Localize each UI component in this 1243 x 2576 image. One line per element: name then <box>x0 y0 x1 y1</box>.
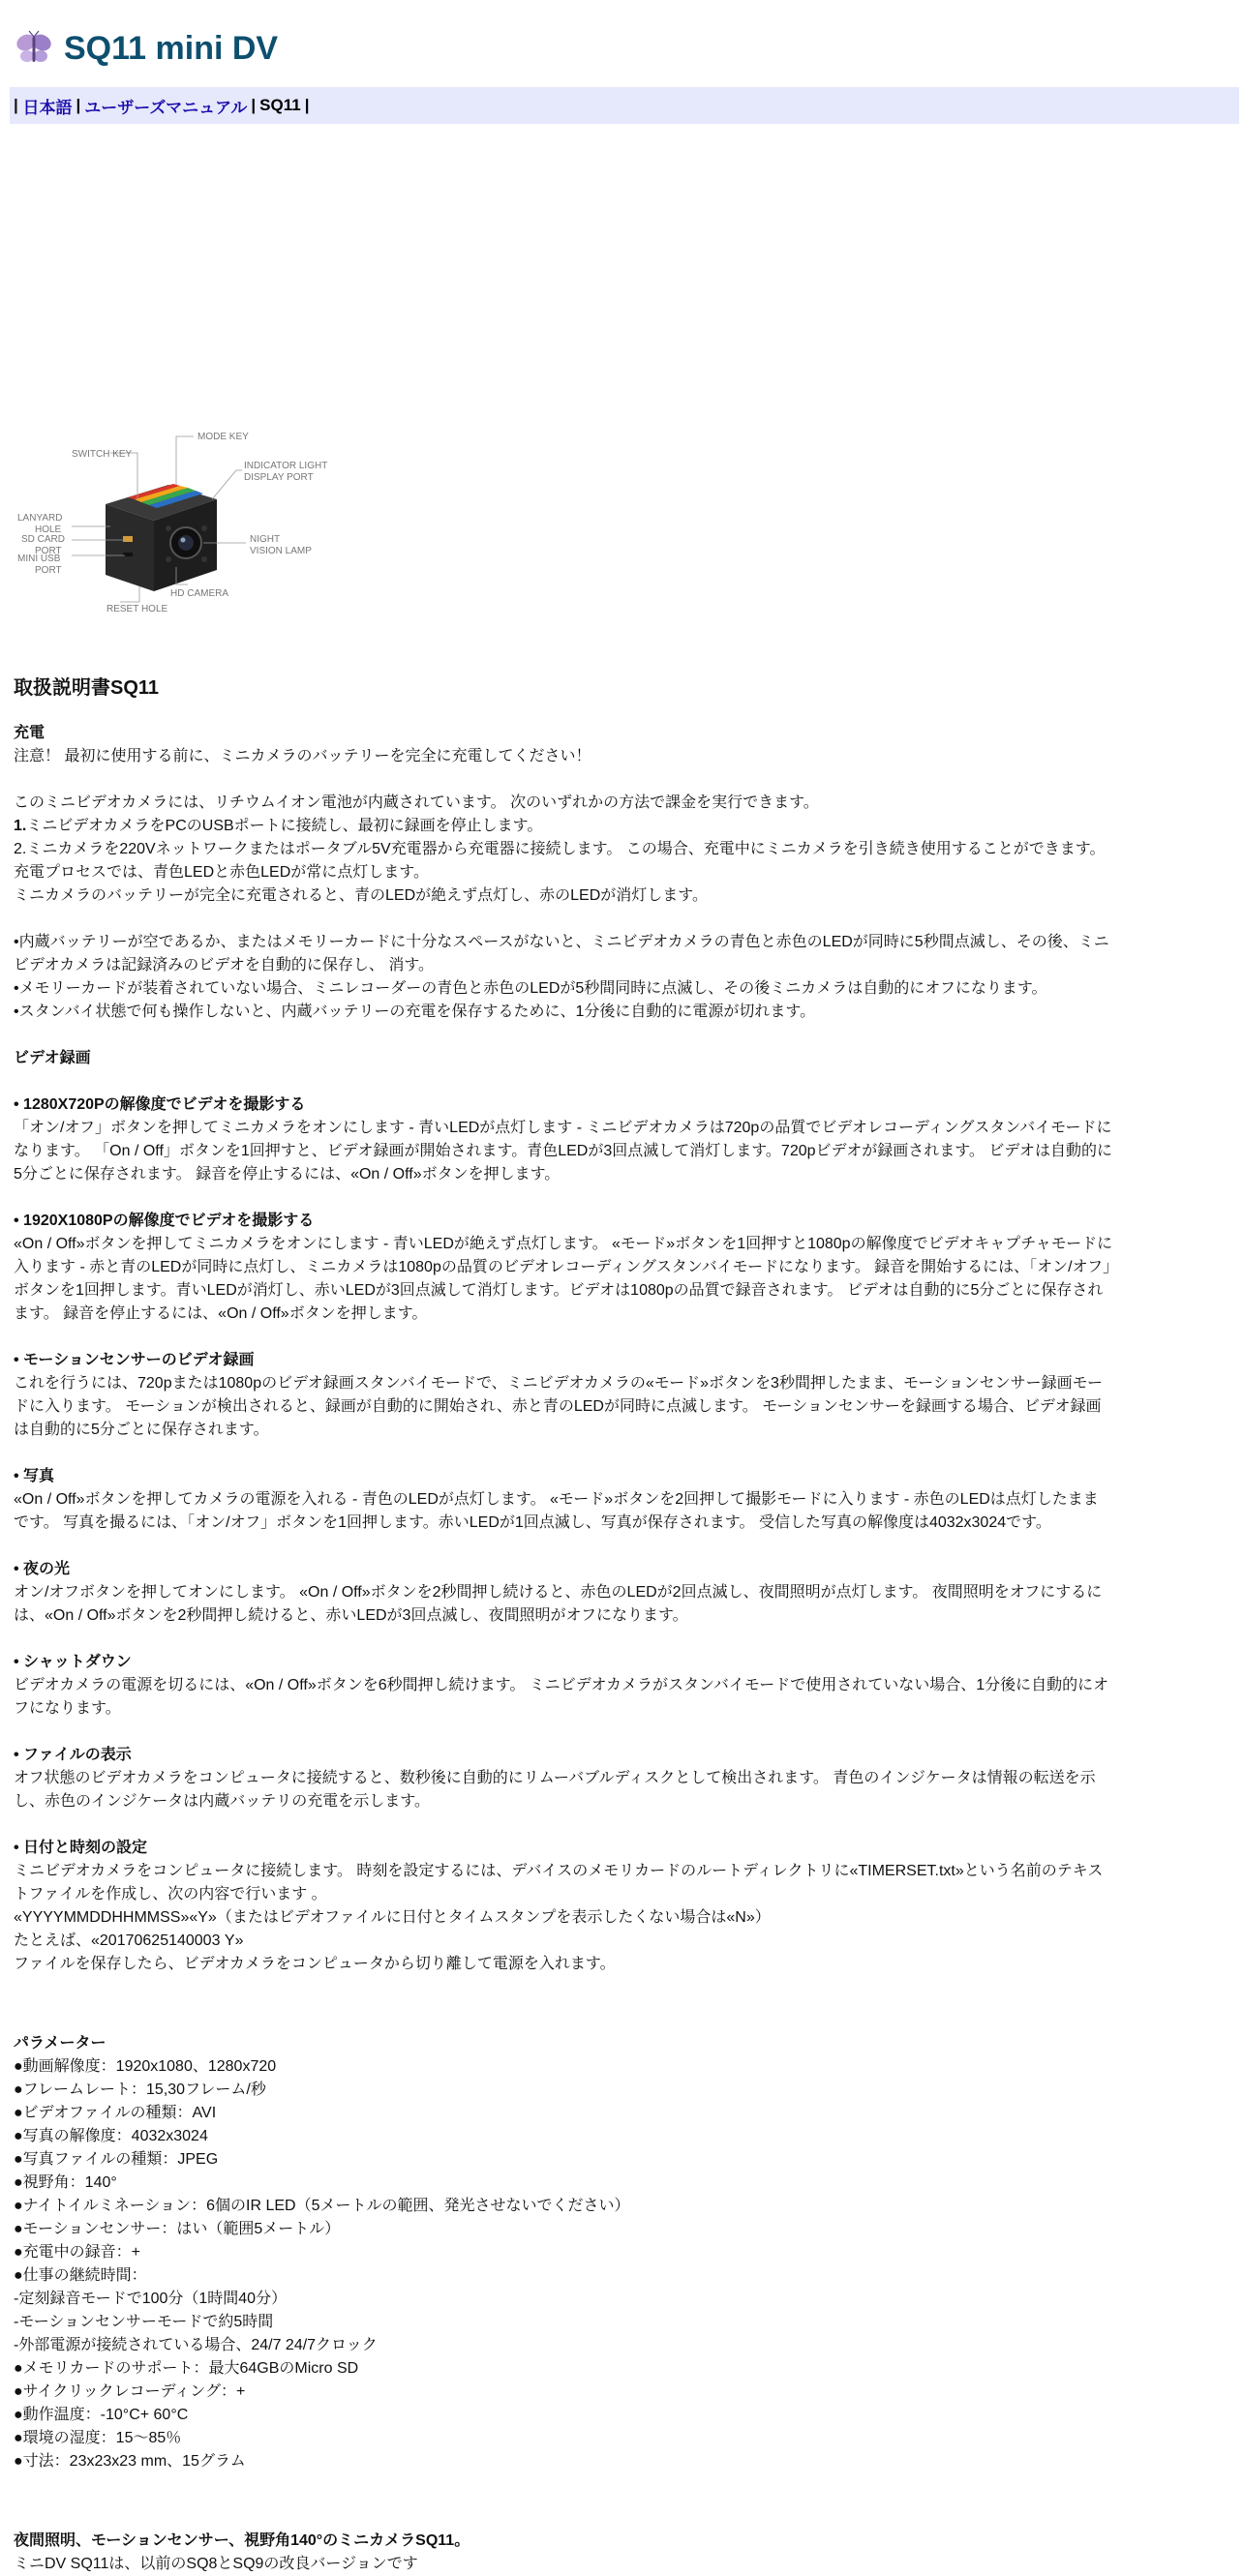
diagram-label: SD CARD <box>21 534 66 545</box>
section-body: ミニDV SQ11は、以前のSQ8とSQ9の改良バージョンです <box>14 2556 418 2572</box>
section-body: «YYYYMMDDHHMMSS»«Y»（またはビデオファイルに日付とタイムスタンプを表示したくない場合は«N»） <box>14 1909 771 1926</box>
night-section <box>14 1558 1113 1628</box>
section-body: 「オン/オフ」ボタンを押してミニカメラをオンにします - 青いLEDが点灯します - ミニビデオカメラは720pの品質でビデオレコーディングスタンバイモードになります。 「On / Off」ボタンを1回押すと、ビデオ録画が開始されます。青色LEDが3回点滅して消灯します。720pビデオが録画されます。 ビデオは自動的に5分ごとに保存されます。 録音を停止するには、«On / Off»ボタンを押します。 <box>14 1120 1113 1183</box>
section-heading: • モーションセンサーのビデオ録画 <box>14 1352 255 1368</box>
breadcrumb-separator: | <box>14 96 18 114</box>
section-body: これを行うには、720pまたは1080pのビデオ録画スタンバイモードで、ミニビデオカメラの«モード»ボタンを3秒間押したまま、モーションセンサー録画モードに入ります。 モーションが検出されると、録画が自動的に開始され、赤と青のLEDが同時に点滅します。 モーションセンサーを録画する場合、ビデオ録画は自動的に5分ごとに保存されます。 <box>14 1375 1104 1438</box>
section-heading: パラメーター <box>14 2035 106 2052</box>
parameter-item: ●環境の湿度：15〜85％ <box>14 2430 182 2446</box>
note-item: •スタンバイ状態で何も操作しないと、内蔵バッテリーの充電を保存するために、1分後に自動的に電源が切れます。 <box>14 1003 816 1020</box>
step-number: 1. <box>14 818 27 834</box>
diagram-label: INDICATOR LIGHT <box>244 461 328 471</box>
video-heading-block <box>14 1047 1113 1070</box>
breadcrumb-separator: | <box>304 96 310 114</box>
diagram-label: NIGHT <box>250 534 281 545</box>
battery-section <box>14 792 1113 908</box>
files-section <box>14 1744 1113 1813</box>
site-title[interactable]: SQ11 mini DV <box>64 29 279 67</box>
note-item: •内蔵バッテリーが空であるか、またはメモリーカードに十分なスペースがないと、ミニビデオカメラの青色と赤色のLEDが同時に5秒間点滅し、その後、ミニビデオカメラは記録済みのビデオを自動的に保存し、 消す。 <box>14 934 1109 973</box>
parameter-item: ●仕事の継続時間： <box>14 2267 147 2284</box>
diagram-label: HOLE <box>35 524 62 535</box>
breadcrumb-separator: | <box>251 96 257 114</box>
section-body: ファイルを保存したら、ビデオカメラをコンピュータから切り離して電源を入れます。 <box>14 1956 616 1972</box>
parameter-item: ●ナイトイルミネーション：6個のIR LED（5メートルの範囲、発光させないでください） <box>14 2198 630 2214</box>
section-body: ビデオカメラの電源を切るには、«On / Off»ボタンを6秒間押し続けます。 ミニビデオカメラがスタンバイモードで使用されていない場合、1分後に自動的にオフになります。 <box>14 1677 1109 1717</box>
butterfly-logo-icon[interactable] <box>14 29 54 68</box>
section-heading: ビデオ録画 <box>14 1050 91 1066</box>
section-heading: • 写真 <box>14 1468 55 1484</box>
breadcrumb-current: SQ11 <box>259 96 301 114</box>
charge-warning: 注意！ 最初に使用する前に、ミニカメラのバッテリーを完全に充電してください！ <box>14 748 591 764</box>
parameter-item: ●写真ファイルの種類：JPEG <box>14 2151 219 2168</box>
section-body: オフ状態のビデオカメラをコンピュータに接続すると、数秒後に自動的にリムーバブルディスクとして検出されます。 青色のインジケータは情報の転送を示し、赤色のインジケータは内蔵バッテリの充電を示します。 <box>14 1770 1096 1810</box>
breadcrumb-link-language[interactable]: 日本語 <box>22 98 73 117</box>
page-title: 取扱説明書SQ11 <box>14 677 160 699</box>
product-diagram-image <box>14 432 333 644</box>
footer-section <box>14 2530 1113 2576</box>
section-body: «On / Off»ボタンを押してカメラの電源を入れる - 青色のLEDが点灯します。 «モード»ボタンを2回押して撮影モードに入ります - 赤色のLEDは点灯したままです。 写真を撮るには、「オン/オフ」ボタンを1回押します。赤いLEDが1回点滅し、写真が保存されます。 受信した写真の解像度は4032x3024です。 <box>14 1491 1099 1531</box>
section-heading: 充電 <box>14 725 45 741</box>
section-heading: • 夜の光 <box>14 1561 71 1577</box>
manual-content <box>14 674 1113 2576</box>
section-body: たとえば、«20170625140003 Y» <box>14 1932 244 1949</box>
breadcrumb <box>10 87 1239 124</box>
battery-intro: このミニビデオカメラには、リチウムイオン電池が内蔵されています。 次のいずれかの方法で課金を実行できます。 <box>14 794 819 811</box>
motion-section <box>14 1349 1113 1442</box>
shutdown-section <box>14 1651 1113 1721</box>
parameter-item: -モーションセンサーモードで約5時間 <box>14 2314 274 2330</box>
parameter-item: ●メモリカードのサポート：最大64GBのMicro SD <box>14 2360 359 2377</box>
parameter-item: ●動作温度：-10°C+ 60°C <box>14 2407 189 2423</box>
section-heading: • 1920X1080Pの解像度でビデオを撮影する <box>14 1213 315 1229</box>
parameters-section <box>14 2032 1113 2473</box>
section-body: オン/オフボタンを押してオンにします。 «On / Off»ボタンを2秒間押し続けると、赤色のLEDが2回点滅し、夜間照明が点灯します。 夜間照明をオフにするには、«On / Off»ボタンを2秒間押し続けると、赤いLEDが3回点滅し、夜間照明がオフになります。 <box>14 1584 1103 1624</box>
parameter-item: ●動画解像度：1920x1080、1280x720 <box>14 2058 277 2075</box>
battery-step-1 <box>14 815 1113 838</box>
charge-section <box>14 722 1113 768</box>
photo-section <box>14 1465 1113 1535</box>
parameter-item: -定刻録音モードで100分（1時間40分） <box>14 2291 288 2307</box>
diagram-label: MODE KEY <box>197 432 249 442</box>
battery-full-note: ミニカメラのバッテリーが完全に充電されると、青のLEDが絶えず点灯し、赤のLEDが消灯します。 <box>14 887 708 904</box>
camera-illustration <box>106 484 217 591</box>
step-text: ミニビデオカメラをPCのUSBポートに接続し、最初に録画を停止します。 <box>26 818 543 834</box>
diagram-label: SWITCH KEY <box>72 449 133 460</box>
diagram-label: VISION LAMP <box>250 546 312 556</box>
breadcrumb-link-manual[interactable]: ユーザーズマニュアル <box>84 98 248 117</box>
parameter-item: -外部電源が接続されている場合、24/7 24/7クロック <box>14 2337 378 2353</box>
section-heading: • ファイルの表示 <box>14 1747 132 1763</box>
diagram-label: MINI USB <box>17 554 61 564</box>
section-body: «On / Off»ボタンを押してミニカメラをオンにします - 青いLEDが絶えず点灯します。 «モード»ボタンを1回押すと1080pの解像度でビデオキャプチャモードに入ります - 赤と青のLEDが同時に点灯し、ミニカメラは1080pの品質のビデオレコーディングスタンバイモードになります。 録音を開始するには、「オン/オフ」ボタンを1回押します。青いLEDが消灯し、赤いLEDが3回点滅して消灯します。ビデオは1080pの品質で録音されます。 ビデオは自動的に5分ごとに保存されます。 録音を停止するには、«On / Off»ボタンを押します。 <box>14 1236 1113 1322</box>
datetime-section <box>14 1837 1113 1976</box>
site-header <box>14 21 278 75</box>
parameter-item: ●フレームレート：15,30フレーム/秒 <box>14 2082 266 2098</box>
diagram-label: PORT <box>35 565 62 576</box>
battery-step-2: 2.ミニカメラを220Vネットワークまたはポータブル5V充電器から充電器に接続します。 この場合、充電中にミニカメラを引き続き使用することができます。 充電プロセスでは、青色LEDと赤色LEDが常に点灯します。 <box>14 841 1106 881</box>
section-heading: 夜間照明、モーションセンサー、視野角140°のミニカメラSQ11。 <box>14 2532 470 2549</box>
diagram-label: PORT <box>35 546 62 556</box>
parameter-item: ●ビデオファイルの種類：AVI <box>14 2105 217 2121</box>
diagram-label: DISPLAY PORT <box>244 472 314 483</box>
hd1080-section <box>14 1210 1113 1326</box>
section-heading: • 1280X720Pの解像度でビデオを撮影する <box>14 1096 306 1113</box>
parameter-item: ●サイクリックレコーディング：+ <box>14 2383 246 2400</box>
parameter-item: ●モーションセンサー：はい（範囲5メートル） <box>14 2221 341 2237</box>
breadcrumb-separator: | <box>76 96 81 114</box>
parameter-item: ●充電中の録音：+ <box>14 2244 141 2261</box>
note-item: •メモリーカードが装着されていない場合、ミニレコーダーの青色と赤色のLEDが5秒間同時に点滅し、その後ミニカメラは自動的にオフになります。 <box>14 980 1047 997</box>
diagram-label: RESET HOLE <box>106 604 168 614</box>
section-heading: • シャットダウン <box>14 1654 132 1670</box>
parameter-list <box>14 2055 1113 2473</box>
section-body: ミニビデオカメラをコンピュータに接続します。 時刻を設定するには、デバイスのメモリカードのルートディレクトリに«TIMERSET.txt»という名前のテキストファイルを作成し、次の内容で行います 。 <box>14 1863 1104 1902</box>
hd720-section <box>14 1093 1113 1186</box>
parameter-item: ●写真の解像度：4032x3024 <box>14 2128 208 2144</box>
diagram-label: LANYARD <box>17 513 63 524</box>
section-heading: • 日付と時刻の設定 <box>14 1840 148 1856</box>
parameter-item: ●寸法：23x23x23 mm、15グラム <box>14 2453 246 2470</box>
parameter-item: ●視野角：140° <box>14 2174 117 2191</box>
notes-section <box>14 931 1113 1024</box>
diagram-label: HD CAMERA <box>170 588 229 599</box>
